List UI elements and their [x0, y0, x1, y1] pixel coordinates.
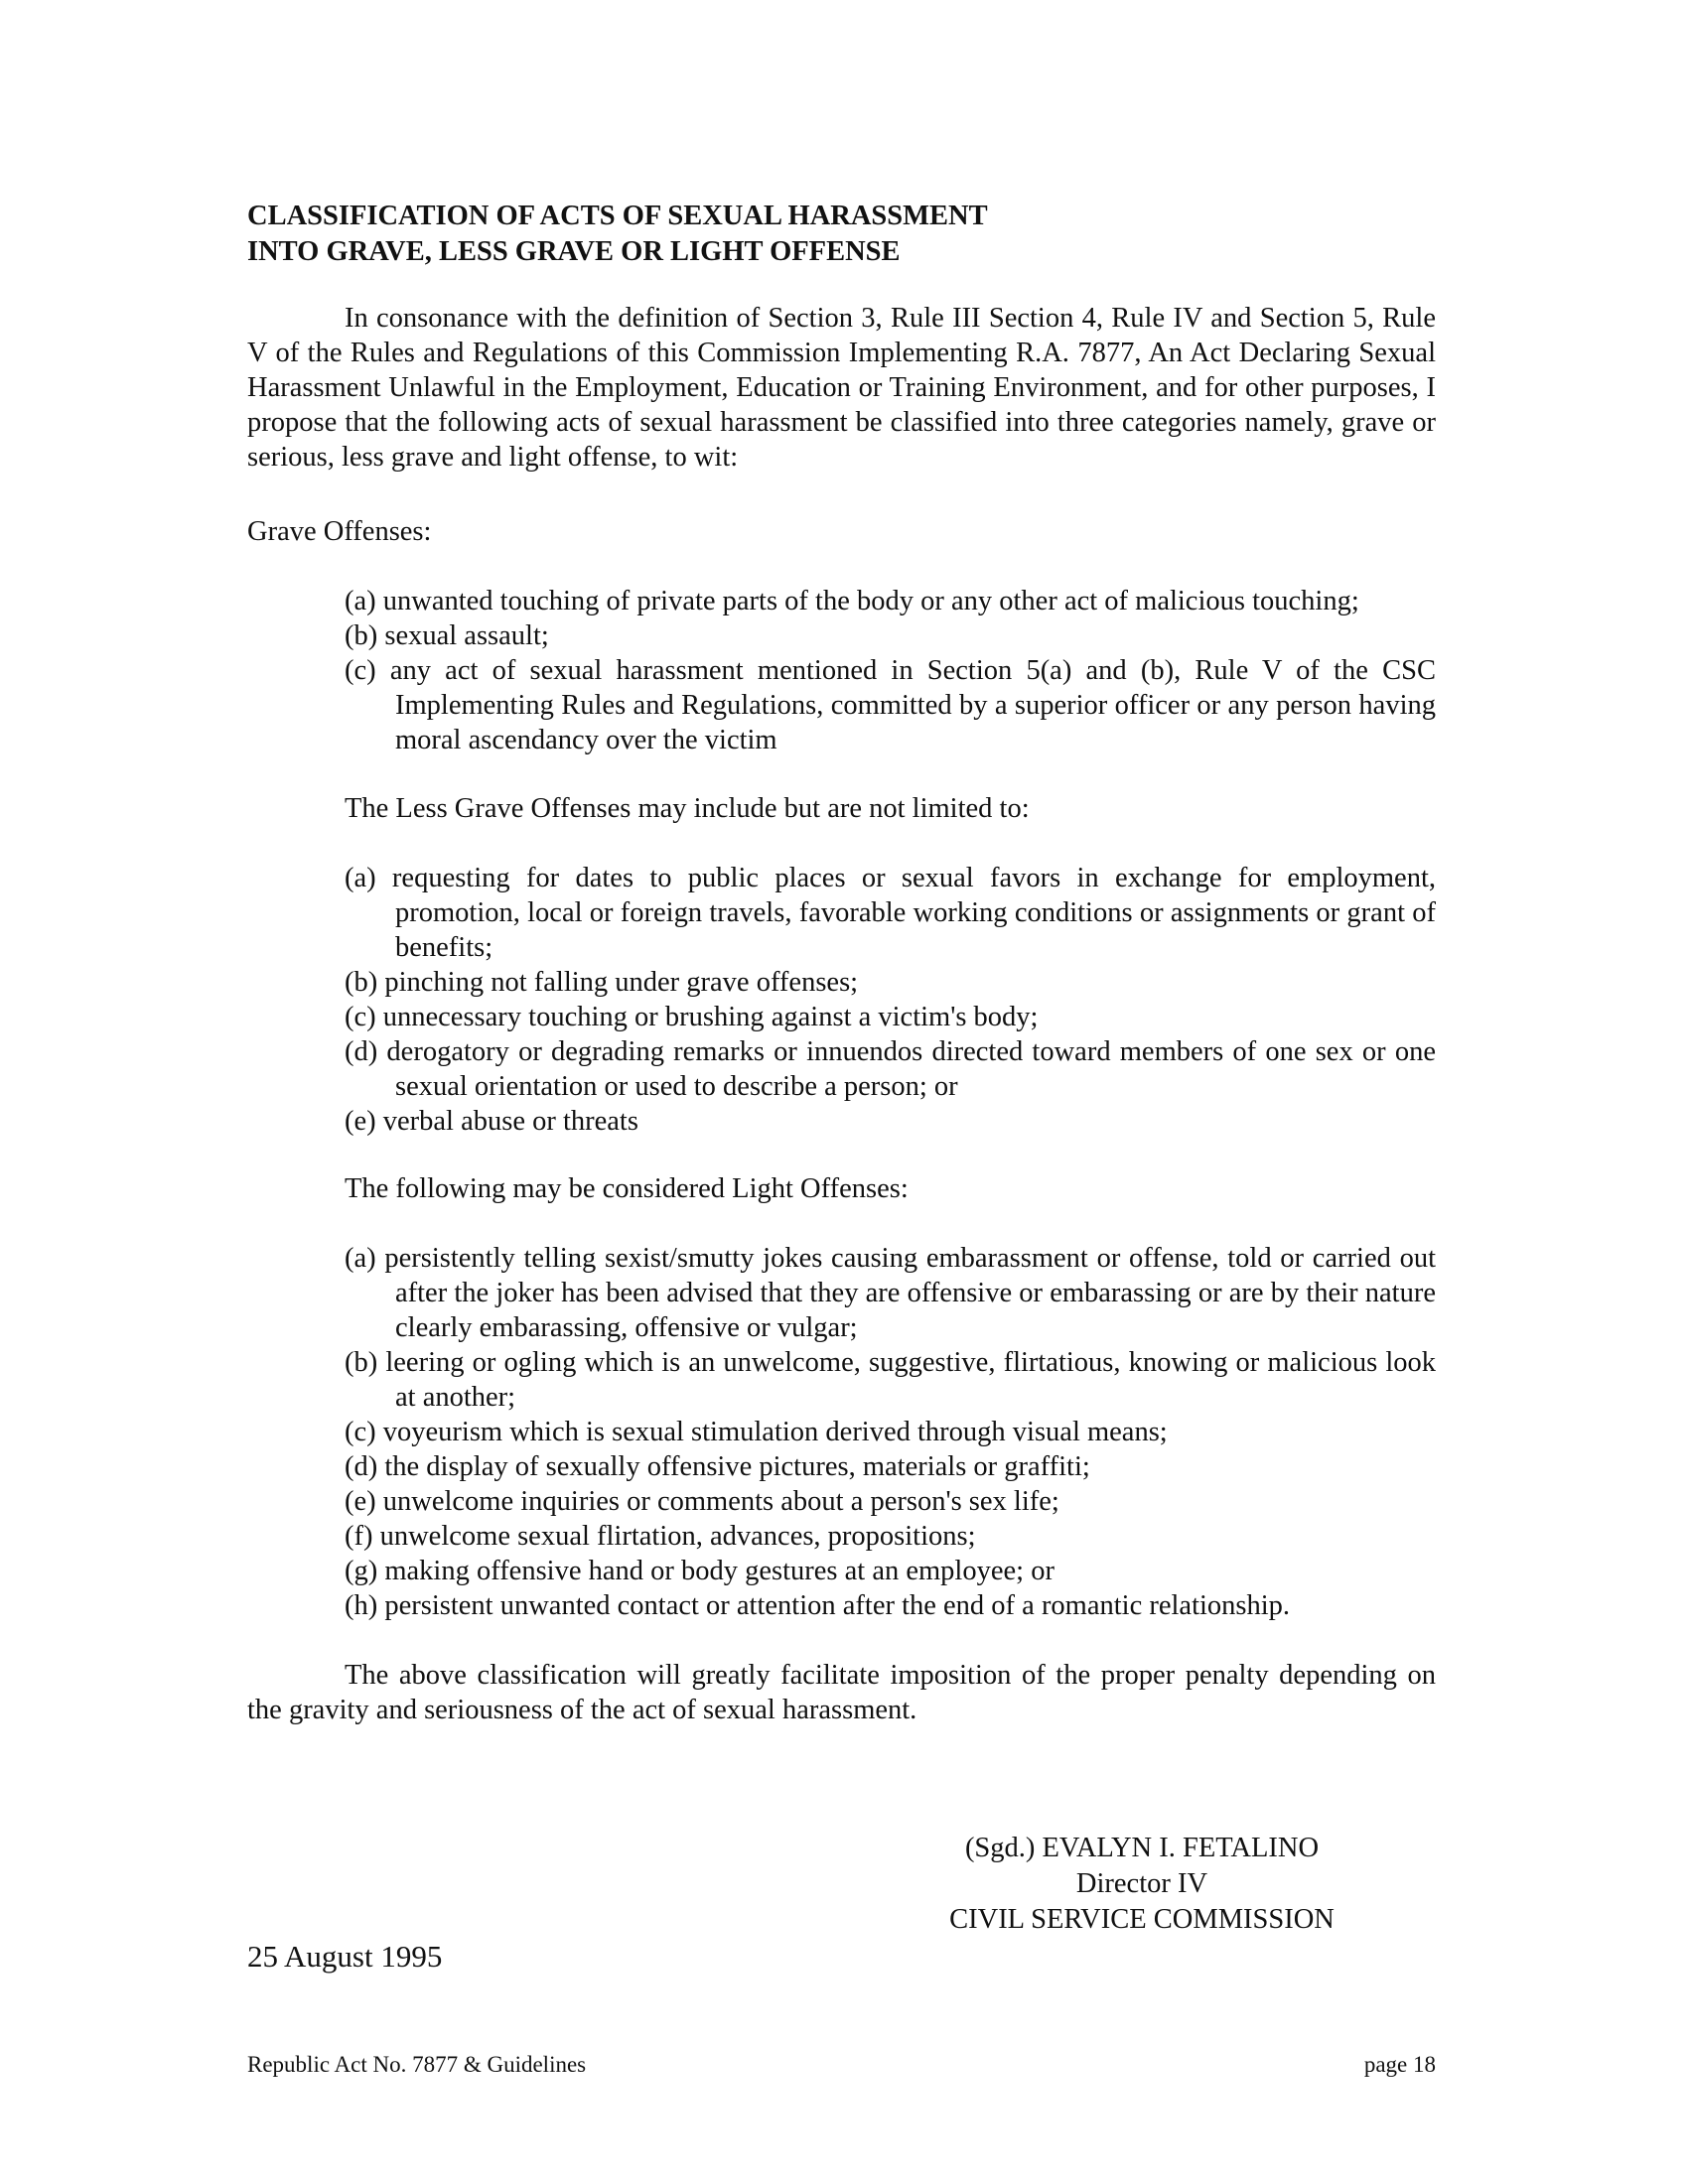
grave-offenses-list [345, 584, 1436, 757]
heading-line-2: INTO GRAVE, LESS GRAVE OR LIGHT OFFENSE [247, 236, 901, 267]
signature-block [894, 1831, 1390, 1938]
closing-paragraph: The above classification will greatly facilitate imposition of the proper penalty depending on the gravity and seriousness of the act of sexual harassment. [247, 1660, 1436, 1725]
heading-line-1: CLASSIFICATION OF ACTS OF SEXUAL HARASSMENT [247, 201, 988, 231]
less-grave-offense-item-d: (d) derogatory or degrading remarks or innuendos directed toward members of one sex or one sexual orientation or used to describe a person; or [345, 1036, 1436, 1102]
footer-page-number: page 18 [1363, 2052, 1436, 2077]
light-offense-item-h: (h) persistent unwanted contact or attention after the end of a romantic relationship. [345, 1590, 1291, 1621]
grave-offense-item-b: (b) sexual assault; [345, 620, 549, 651]
light-offense-item-a: (a) persistently telling sexist/smutty jokes causing embarassment or offense, told or carried out after the joker has been advised that they are offensive or embarassing or are by their nature clearly embarassing, offensive or vulgar; [345, 1243, 1436, 1343]
less-grave-offenses-label: The Less Grave Offenses may include but are not limited to: [345, 793, 1030, 824]
footer-document-title: Republic Act No. 7877 & Guidelines [247, 2052, 587, 2077]
less-grave-offense-item-c: (c) unnecessary touching or brushing against a victim's body; [345, 1002, 1039, 1032]
light-offense-item-d: (d) the display of sexually offensive pictures, materials or graffiti; [345, 1451, 1090, 1482]
grave-offenses-label: Grave Offenses: [247, 516, 432, 547]
grave-offense-item-c: (c) any act of sexual harassment mentioned in Section 5(a) and (b), Rule V of the CSC Implementing Rules and Regulations, committed by a superior officer or any person having moral ascendancy over the victim [345, 655, 1436, 755]
light-offense-item-e: (e) unwelcome inquiries or comments about a person's sex life; [345, 1486, 1059, 1517]
signatory-office: CIVIL SERVICE COMMISSION [949, 1904, 1335, 1935]
light-offense-item-c: (c) voyeurism which is sexual stimulation derived through visual means; [345, 1417, 1168, 1447]
light-offense-item-b: (b) leering or ogling which is an unwelcome, suggestive, flirtatious, knowing or malicious look at another; [345, 1347, 1436, 1413]
less-grave-offenses-list [345, 861, 1436, 1139]
less-grave-offense-item-b: (b) pinching not falling under grave offenses; [345, 967, 859, 998]
less-grave-offense-item-a: (a) requesting for dates to public places or sexual favors in exchange for employment, promotion, local or foreign travels, favorable working conditions or assignments or grant of benefits; [345, 863, 1436, 963]
light-offenses-list [345, 1241, 1436, 1623]
document-heading [247, 199, 1439, 270]
document-date: 25 August 1995 [247, 1939, 443, 1974]
light-offense-item-f: (f) unwelcome sexual flirtation, advances, propositions; [345, 1521, 976, 1552]
signatory-name: (Sgd.) EVALYN I. FETALINO [964, 1833, 1320, 1863]
intro-paragraph: In consonance with the definition of Section 3, Rule III Section 4, Rule IV and Section 5, Rule V of the Rules and Regulations of this Commission Implementing R.A. 7877, An Act Declaring Sexual Harassment Unlawful in the Employment, Education or Training Environment, and for other purposes, I propose that the following acts of sexual harassment be classified into three categories namely, grave or serious, less grave and light offense, to wit: [247, 303, 1436, 473]
signatory-title: Director IV [1075, 1868, 1208, 1899]
light-offenses-label: The following may be considered Light Offenses: [345, 1173, 909, 1204]
less-grave-offense-item-e: (e) verbal abuse or threats [345, 1106, 638, 1137]
light-offense-item-g: (g) making offensive hand or body gestures at an employee; or [345, 1556, 1055, 1586]
grave-offense-item-a: (a) unwanted touching of private parts of the body or any other act of malicious touching; [345, 586, 1359, 616]
